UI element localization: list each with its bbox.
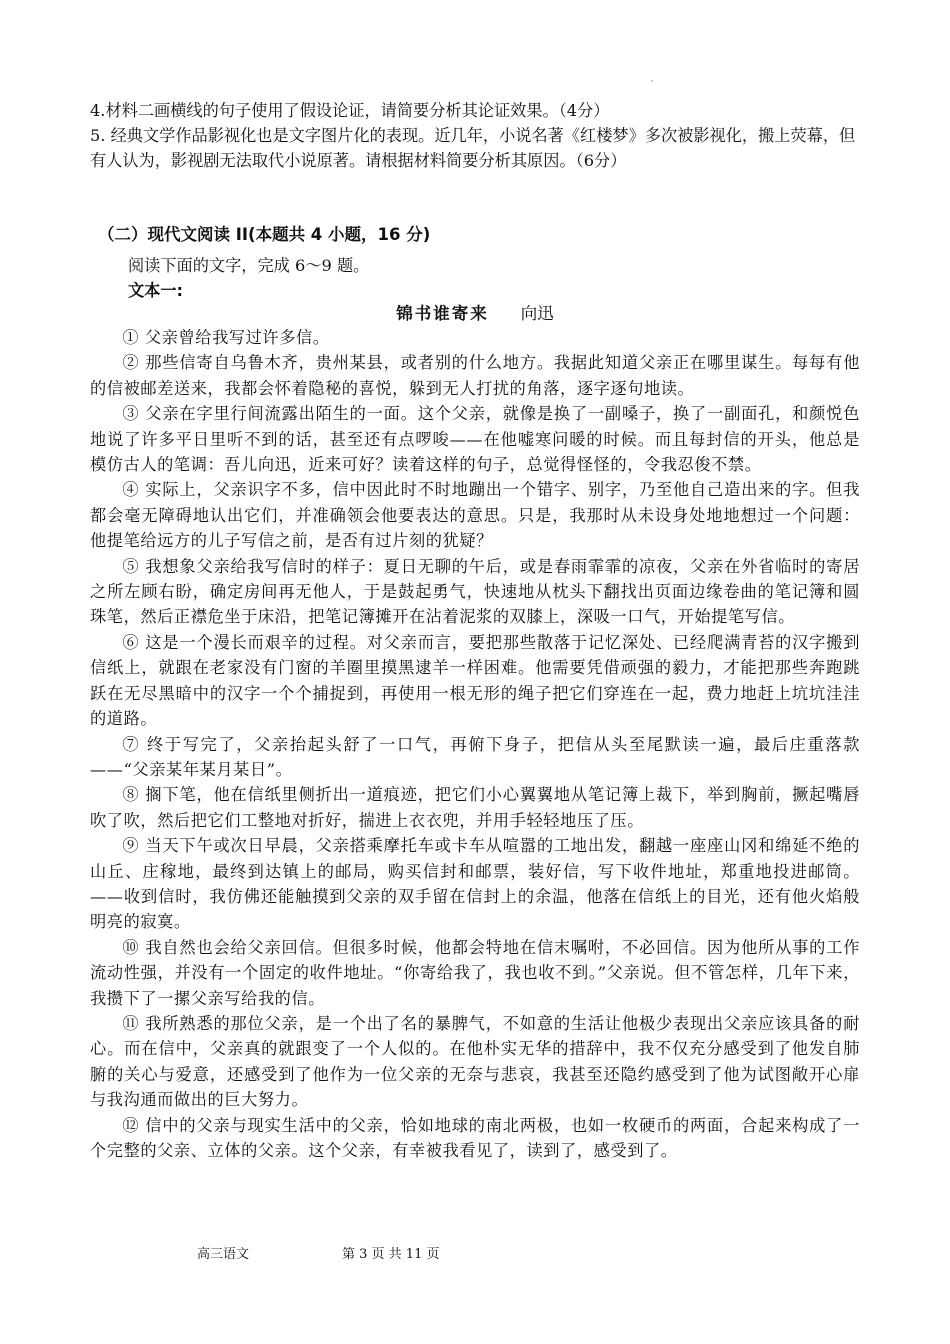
footer-subject: 高三语文 xyxy=(197,1247,250,1262)
paragraph: ③ 父亲在字里行间流露出陌生的一面。这个父亲，就像是换了一副嗓子，换了一副面孔，和颜悦色地说了许多平日里听不到的话，甚至还有点啰唆——在他嘘寒问暖的时候。而且每封信的开头，他总是模仿古人的笔调：吾儿向迅，近来可好？读着这样的句子，总觉得怪怪的，令我忍俊不禁。 xyxy=(90,404,860,475)
paragraph: ⑤ 我想象父亲给我写信时的样子：夏日无聊的午后，或是春雨霏霏的凉夜，父亲在外省临时的寄居之所左顾右盼，确定房间再无他人，于是鼓起勇气，快速地从枕头下翻找出页面边缘卷曲的笔记簿和圆珠笔，然后正襟危坐于床沿，把笔记簿摊开在沾着泥浆的双膝上，深吸一口气，开始提笔写信。 xyxy=(90,556,860,627)
paragraph: ① 父亲曾给我写过许多信。 xyxy=(122,328,330,347)
paragraph: ④ 实际上，父亲识字不多，信中因此时不时地蹦出一个错字、别字，乃至他自己造出来的字。但我都会毫无障碍地认出它们，并准确领会他要表达的意思。只是，我那时从未设身处地地想过一个问题：他提笔给远方的儿子写信之前，是否有过片刻的犹疑？ xyxy=(90,480,860,551)
text-label: 文本一: xyxy=(128,281,184,300)
paragraph: ⑫ 信中的父亲与现实生活中的父亲，恰如地球的南北两极，也如一枚硬币的两面，合起来构成了一个完整的父亲、立体的父亲。这个父亲，有幸被我看见了，读到了，感受到了。 xyxy=(90,1115,860,1160)
section-heading: （二）现代文阅读 II(本题共 4 小题，16 分) xyxy=(98,225,431,244)
paragraph: ⑦ 终于写完了，父亲抬起头舒了一口气，再俯下身子，把信从头至尾默读一遍，最后庄重落款——“父亲某年某月某日”。 xyxy=(90,734,860,779)
paragraph: ⑥ 这是一个漫长而艰辛的过程。对父亲而言，要把那些散落于记忆深处、已经爬满青苔的汉字搬到信纸上，就跟在老家没有门窗的羊圈里摸黑逮羊一样困难。他需要凭借顽强的毅力，才能把那些奔跑跳跃在无尽黑暗中的汉字一个个捕捉到，再使用一根无形的绳子把它们穿连在一起，费力地赶上坑坑洼洼的道路。 xyxy=(90,632,860,729)
paragraph: ⑧ 搁下笔，他在信纸里侧折出一道痕迹，把它们小心翼翼地从笔记簿上裁下，举到胸前，撅起嘴唇吹了吹，然后把它们工整地对折好，揣进上衣衣兜，并用手轻轻地压了压。 xyxy=(90,785,860,830)
article-author: 向迅 xyxy=(520,304,554,323)
reading-instruction: 阅读下面的文字，完成 6～9 题。 xyxy=(128,256,370,275)
question-5: 5. 经典文学作品影视化也是文字图片化的表现。近几年，小说名著《红楼梦》多次被影视化，搬上荧幕，但有人认为，影视剧无法取代小说原著。请根据材料简要分析其原因。（6分） xyxy=(90,126,856,170)
question-4: 4.材料二画横线的句子使用了假设论证，请简要分析其论证效果。（4分） xyxy=(90,101,610,120)
scan-dot xyxy=(651,80,653,82)
paragraph: ⑪ 我所熟悉的那位父亲，是一个出了名的暴脾气，不如意的生活让他极少表现出父亲应该具备的耐心。而在信中，父亲真的就跟变了一个人似的。在他朴实无华的措辞中，我不仅充分感受到了他发自肺腑的关心与爱意，还感受到了他作为一位父亲的无奈与悲哀，我甚至还隐约感受到了他为试图敞开心扉与我沟通而做出的巨大努力。 xyxy=(90,1013,860,1110)
paragraph: ⑩ 我自然也会给父亲回信。但很多时候，他都会特地在信末嘱咐，不必回信。因为他所从事的工作流动性强，并没有一个固定的收件地址。“你寄给我了，我也收不到。”父亲说。但不管怎样，几年下来，我攒下了一摞父亲写给我的信。 xyxy=(90,937,860,1008)
article-title-line xyxy=(0,301,950,327)
footer-page-info: 第 3 页 共 11 页 xyxy=(342,1247,440,1262)
paragraph: ⑨ 当天下午或次日早晨，父亲搭乘摩托车或卡车从喧嚣的工地出发，翻越一座座山冈和绵延不绝的山丘、庄稼地，最终到达镇上的邮局，购买信封和邮票，装好信，写下收件地址，郑重地投进邮筒。——收到信时，我仿佛还能触摸到父亲的双手留在信封上的余温，他落在信纸上的目光，还有他火焰般明亮的寂寞。 xyxy=(90,836,860,932)
paragraph: ② 那些信寄自乌鲁木齐，贵州某县，或者别的什么地方。我据此知道父亲正在哪里谋生。每每有他的信被邮差送来，我都会怀着隐秘的喜悦，躲到无人打扰的角落，逐字逐句地读。 xyxy=(90,353,860,398)
article-title: 锦书谁寄来 xyxy=(396,304,489,323)
article-body xyxy=(90,325,860,1163)
